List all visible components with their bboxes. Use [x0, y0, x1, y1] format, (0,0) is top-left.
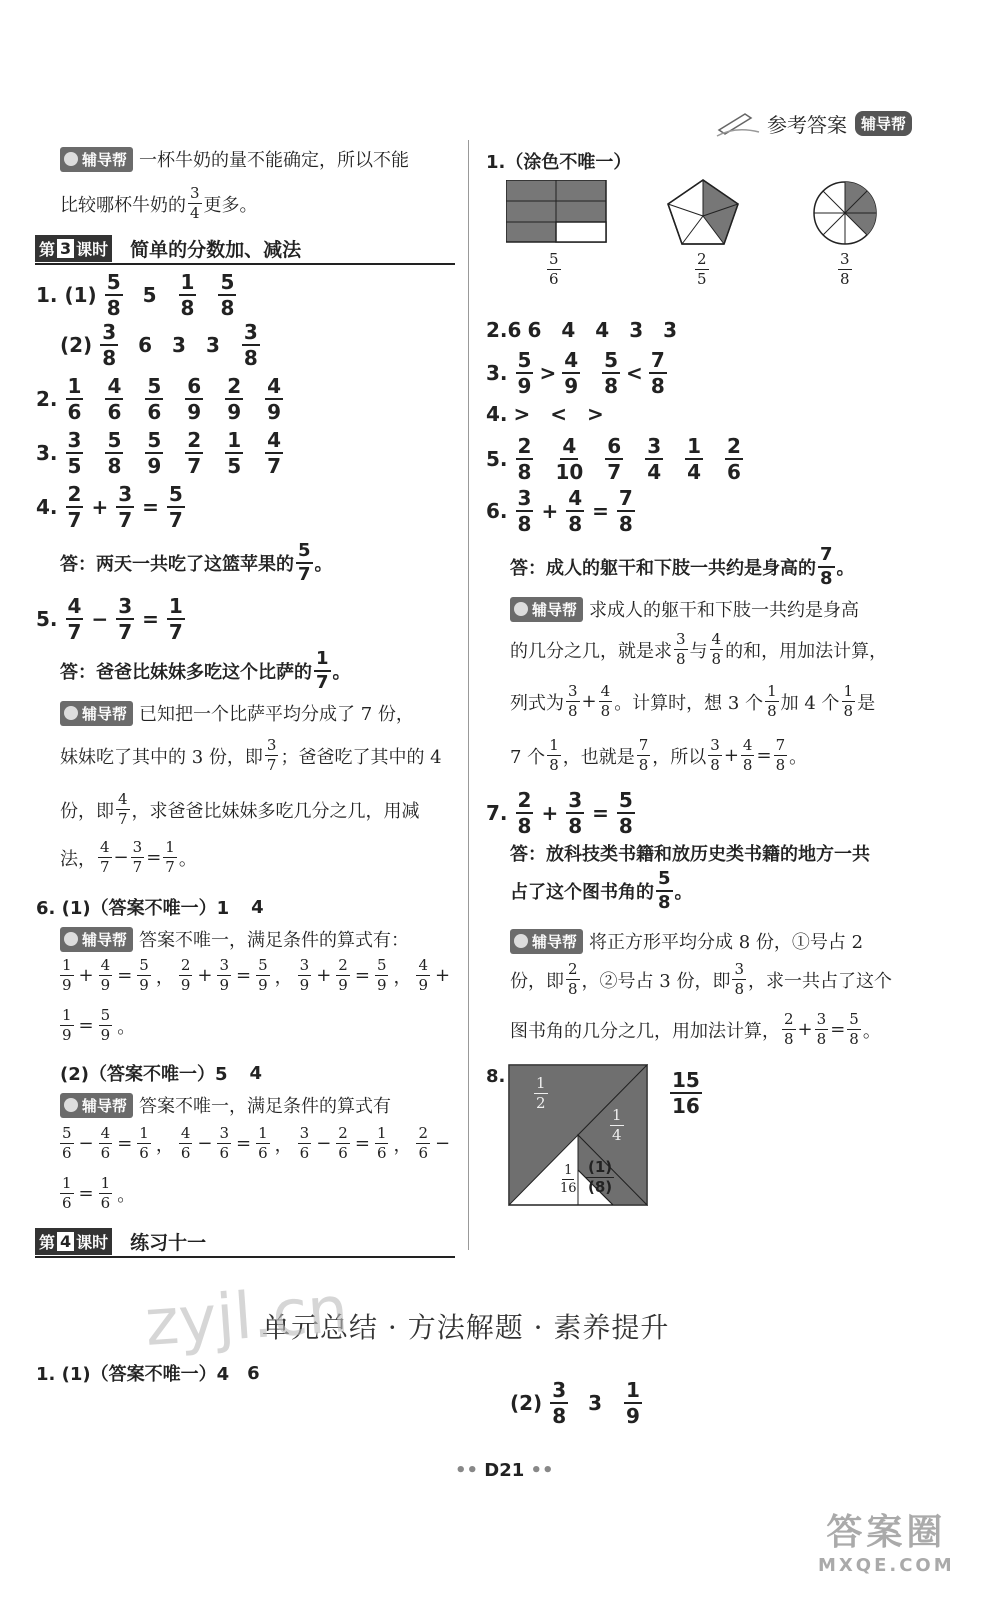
- column-divider: [468, 140, 469, 1250]
- helper-icon: [64, 706, 78, 720]
- shaded-circle: [812, 180, 878, 246]
- fraction: $\frac{1}{6}$: [376, 1124, 387, 1162]
- r-q4: 4. > < >: [486, 402, 604, 426]
- q8-region-half: $\frac{1}{2}$: [536, 1074, 546, 1112]
- operator: ，: [393, 966, 412, 988]
- fraction: $\frac{5}{9}$: [100, 1006, 111, 1044]
- tag-badge: 辅导帮: [60, 927, 133, 952]
- q1-1: 1. (1) $\frac{5}{8}$ 5 $\frac{1}{8}$ $\frac{5}{8}$: [36, 270, 235, 320]
- fraction: $\frac{4}{9}$: [418, 956, 429, 994]
- note-6-2-line1: 辅导帮 答案不唯一，满足条件的算式有: [60, 1092, 391, 1118]
- operator: =: [236, 965, 252, 986]
- note-5-line3: 份，即 $\frac{4}{7}$ ，求爸爸比妹妹多吃几分之几，用减: [60, 790, 420, 828]
- fraction: $\frac{1}{6}$: [100, 1174, 111, 1212]
- note-5-line4: 法， $\frac{4}{7}$ − $\frac{3}{7}$ = $\frac{1}{7}$ 。: [60, 838, 197, 876]
- shaded-rectangle: [506, 180, 608, 244]
- note-6-1-line2: [58, 958, 453, 993]
- operator: −: [197, 1133, 213, 1154]
- r-q2: 2.6 6 4 4 3 3: [486, 318, 678, 342]
- q8-region-eighth: $\frac{(1)}{(8)}$: [588, 1158, 613, 1196]
- fraction: $\frac{1}{9}$: [62, 956, 72, 994]
- r-note-6-line4: 7 个 $\frac{1}{8}$ ，也就是 $\frac{7}{8}$ ，所以 $\frac{3}{8}$ + $\frac{4}{8}$ = $\frac{7}{8}$ 。: [510, 736, 808, 774]
- fraction: $\frac{4}{6}$: [180, 1124, 191, 1162]
- fraction: $\frac{2}{6}$: [418, 1124, 429, 1162]
- r-note-6-line3: 列式为 $\frac{3}{8}$ + $\frac{4}{8}$ 。计算时，想 3 个 $\frac{1}{8}$ 加 4 个 $\frac{1}{8}$ 是: [510, 682, 876, 720]
- tag-badge: 辅导帮: [510, 597, 583, 622]
- q1-2: (2) $\frac{3}{8}$ 6 3 3 $\frac{3}{8}$: [60, 320, 258, 370]
- fraction: $\frac{2}{6}$: [338, 1124, 348, 1162]
- fraction: $\frac{1}{9}$: [62, 1006, 72, 1044]
- page-header: [715, 108, 912, 138]
- operator: +: [435, 965, 451, 986]
- r-note-6-line1: 辅导帮 求成人的躯干和下肢一共约是身高: [510, 596, 859, 622]
- tag-badge: 辅导帮: [510, 929, 583, 954]
- operator: 。: [117, 1184, 136, 1206]
- fraction: $\frac{5}{9}$: [258, 956, 268, 994]
- q8-region-quarter: $\frac{1}{4}$: [612, 1106, 622, 1144]
- tag-badge: 辅导帮: [60, 701, 133, 726]
- q8-answer: $\frac{15}{16}$: [672, 1068, 700, 1118]
- r-q5: 5. $\frac{2}{8}$ $\frac{4}{10}$ $\frac{6}{7}$ $\frac{3}{4}$ $\frac{1}{4}$ $\frac{2}{6}$: [486, 434, 741, 484]
- fraction: $\frac{5}{6}$: [62, 1124, 72, 1162]
- r-q1-frac1: $\frac{5}{6}$: [549, 250, 559, 288]
- q3: 3. $\frac{3}{5}$ $\frac{5}{8}$ $\frac{5}{9}$ $\frac{2}{7}$ $\frac{1}{5}$ $\frac{4}{7}$: [36, 428, 282, 478]
- bottom-r2: (2) $\frac{3}{8}$ 3 $\frac{1}{9}$: [510, 1378, 640, 1428]
- q6-1: 6. (1)（答案不唯一）1 4: [36, 896, 264, 919]
- r-note-7-line1: 辅导帮 将正方形平均分成 8 份，①号占 2: [510, 928, 863, 954]
- pencil-icon: [715, 108, 761, 138]
- operator: +: [197, 965, 213, 986]
- fraction: $\frac{1}{6}$: [258, 1124, 268, 1162]
- operator: =: [78, 1183, 94, 1204]
- operator: ，: [393, 1134, 412, 1156]
- operator: ，: [274, 1134, 293, 1156]
- note-6-2-line2: [58, 1126, 453, 1161]
- helper-icon: [64, 932, 78, 946]
- header-title: 参考答案: [767, 112, 847, 137]
- q5-answer: 答：爸爸比妹妹多吃这个比萨的 $\frac{1}{7}$ 。: [60, 648, 351, 693]
- q8-region-sixteenth: $\frac{1}{16}$: [560, 1163, 577, 1196]
- note-0-line1: 辅导帮 一杯牛奶的量不能确定，所以不能: [60, 146, 409, 172]
- fraction: $\frac{3}{4}$: [190, 184, 200, 222]
- operator: 。: [117, 1016, 136, 1038]
- r-q6: 6. $\frac{3}{8}$ + $\frac{4}{8}$ = $\frac{7}{8}$: [486, 486, 633, 536]
- operator: −: [316, 1133, 332, 1154]
- r-q7-answer-line1: 答：放科技类书籍和放历史类书籍的地方一共: [510, 844, 870, 865]
- shaded-pentagon: [666, 178, 740, 246]
- r-note-6-line2: 的几分之几，就是求 $\frac{3}{8}$ 与 $\frac{4}{8}$ 的和，用加法计算，: [510, 630, 888, 668]
- operator: +: [316, 965, 332, 986]
- page-number: •• D21 ••: [455, 1460, 554, 1481]
- r-q6-answer: 答：成人的躯干和下肢一共约是身高的 $\frac{7}{8}$ 。: [510, 544, 855, 589]
- tag-badge: 辅导帮: [60, 1093, 133, 1118]
- fraction: $\frac{2}{9}$: [338, 956, 348, 994]
- r-note-7-line3: 图书角的几分之几，用加法计算， $\frac{2}{8}$ + $\frac{3}{8}$ = $\frac{5}{8}$ 。: [510, 1010, 881, 1048]
- r-q3: 3. $\frac{5}{9}$ > $\frac{4}{9}$ $\frac{5}{8}$ < $\frac{7}{8}$: [486, 348, 665, 398]
- helper-icon: [514, 934, 528, 948]
- operator: −: [78, 1133, 94, 1154]
- fraction: $\frac{4}{6}$: [100, 1124, 111, 1162]
- helper-icon: [64, 152, 78, 166]
- corner-logo: 答案圈 MXQE.COM: [818, 1512, 955, 1576]
- fraction: $\frac{2}{9}$: [180, 956, 191, 994]
- operator: =: [236, 1133, 252, 1154]
- operator: =: [78, 1015, 94, 1036]
- note-5-line1: 辅导帮 已知把一个比萨平均分成了 7 份，: [60, 700, 414, 726]
- fraction: $\frac{4}{9}$: [100, 956, 111, 994]
- fraction: $\frac{3}{6}$: [299, 1124, 310, 1162]
- fraction: $\frac{5}{9}$: [376, 956, 387, 994]
- fraction: $\frac{3}{6}$: [219, 1124, 230, 1162]
- q4-answer: 答：两天一共吃了这篮苹果的 $\frac{5}{7}$ 。: [60, 540, 333, 585]
- note-5-line2: 妹妹吃了其中的 3 份，即 $\frac{3}{7}$ ；爸爸吃了其中的 4: [60, 736, 442, 774]
- operator: =: [354, 1133, 370, 1154]
- r-q7-answer-line2: 占了这个图书角的 $\frac{5}{8}$ 。: [510, 868, 693, 913]
- lesson-3-heading: 第 3 课时 简单的分数加、减法: [35, 233, 455, 265]
- operator: =: [117, 965, 133, 986]
- operator: ，: [155, 966, 174, 988]
- fraction: $\frac{3}{9}$: [299, 956, 310, 994]
- note-0-line2: 比较哪杯牛奶的 $\frac{3}{4}$ 更多。: [60, 184, 258, 222]
- header-badge: 辅导帮: [855, 111, 912, 136]
- q2: 2. $\frac{1}{6}$ $\frac{4}{6}$ $\frac{5}{6}$ $\frac{6}{9}$ $\frac{2}{9}$ $\frac{4}{9}$: [36, 374, 282, 424]
- note-6-2-line3: [58, 1176, 138, 1211]
- lesson-4-heading: 第 4 课时 练习十一: [35, 1226, 455, 1258]
- tag-badge: 辅导帮: [60, 147, 133, 172]
- r-q1-label: 1.（涂色不唯一）: [486, 152, 632, 173]
- operator: =: [354, 965, 370, 986]
- r-q7: 7. $\frac{2}{8}$ + $\frac{3}{8}$ = $\frac{5}{8}$: [486, 788, 633, 838]
- operator: −: [435, 1133, 451, 1154]
- helper-icon: [64, 1098, 78, 1112]
- bottom-q1: 1. (1)（答案不唯一）4 6: [36, 1362, 260, 1385]
- operator: +: [78, 965, 94, 986]
- operator: ，: [274, 966, 293, 988]
- q6-2: (2)（答案不唯一）5 4: [60, 1062, 263, 1085]
- fraction: $\frac{1}{6}$: [139, 1124, 149, 1162]
- fraction: $\frac{3}{9}$: [219, 956, 230, 994]
- operator: ，: [155, 1134, 174, 1156]
- helper-icon: [514, 602, 528, 616]
- note-6-1-line3: [58, 1008, 138, 1043]
- r-note-7-line2: 份，即 $\frac{2}{8}$ ，②号占 3 份，即 $\frac{3}{8}$ ，求一共占了这个: [510, 960, 892, 998]
- watermark: zyjl.cn: [142, 1273, 351, 1361]
- r-q1-frac2: $\frac{2}{5}$: [697, 250, 707, 288]
- fraction: $\frac{1}{6}$: [62, 1174, 72, 1212]
- r-q8-label: 8.: [486, 1066, 506, 1087]
- fraction: $\frac{5}{9}$: [139, 956, 149, 994]
- r-q1-frac3: $\frac{3}{8}$: [840, 250, 850, 288]
- note-6-1-line1: 辅导帮 答案不唯一，满足条件的算式有：: [60, 926, 409, 952]
- unit-banner: 单元总结 · 方法解题 · 素养提升: [262, 1311, 670, 1344]
- q5: 5. $\frac{4}{7}$ − $\frac{3}{7}$ = $\frac{1}{7}$: [36, 594, 183, 644]
- q4: 4. $\frac{2}{7}$ + $\frac{3}{7}$ = $\frac{5}{7}$: [36, 482, 183, 532]
- operator: =: [117, 1133, 133, 1154]
